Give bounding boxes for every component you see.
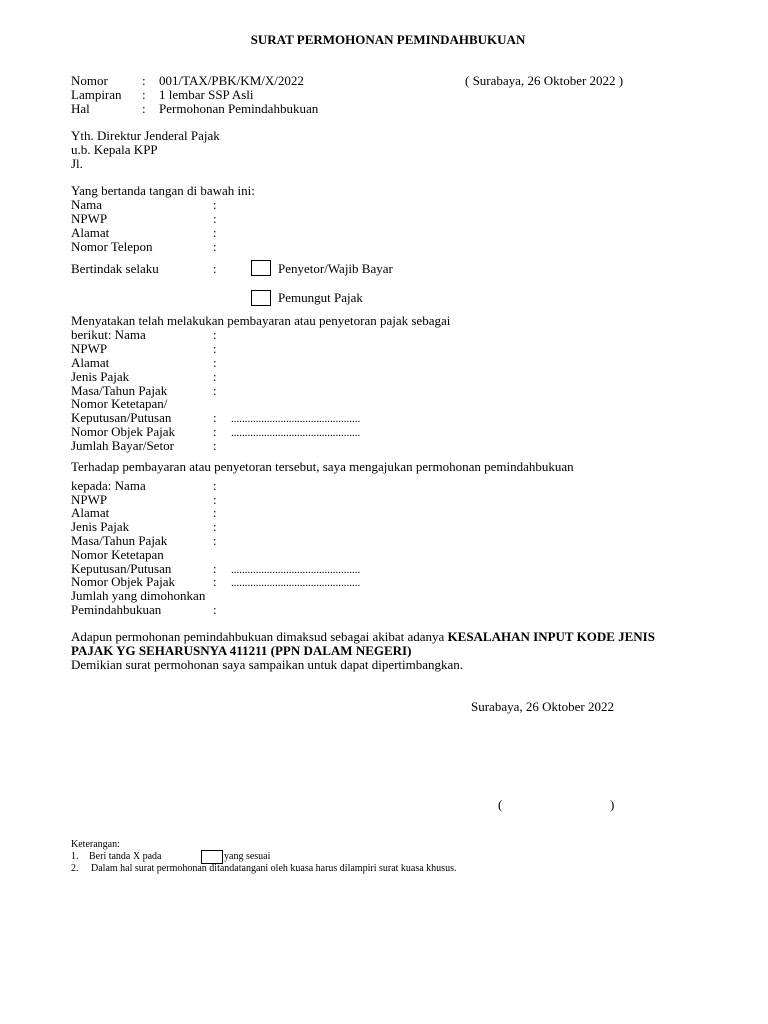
payment-field-colon: : — [213, 369, 217, 384]
transfer-field-colon: : — [213, 505, 217, 520]
payment-field-colon: : — [213, 438, 217, 453]
recipient-line: Jl. — [71, 156, 83, 171]
notes-heading: Keterangan: — [71, 839, 120, 850]
payment-field-colon: : — [213, 410, 217, 425]
transfer-field-label: Keputusan/Putusan — [71, 561, 172, 576]
signer-field-colon: : — [213, 197, 217, 212]
payment-field-colon: : — [213, 383, 217, 398]
notes-checkbox-sample — [201, 850, 223, 864]
hal-value: Permohonan Pemindahbukuan — [159, 101, 319, 116]
payment-intro: Menyatakan telah melakukan pembayaran atau penyetoran pajak sebagai — [71, 313, 451, 328]
nomor-label: Nomor — [71, 73, 108, 88]
hal-colon: : — [142, 101, 146, 116]
closing-reason-bold: KESALAHAN INPUT KODE JENIS — [447, 629, 655, 644]
signer-field-colon: : — [213, 239, 217, 254]
signature-place-date: Surabaya, 26 Oktober 2022 — [471, 699, 614, 714]
header-place-date: ( Surabaya, 26 Oktober 2022 ) — [465, 73, 624, 88]
signer-field-label: NPWP — [71, 211, 108, 226]
payment-dots: ............................................... — [231, 413, 361, 425]
notes-item1-pre: Beri tanda X pada — [89, 851, 162, 862]
transfer-field-colon: : — [213, 574, 217, 589]
transfer-field-label: kepada: Nama — [71, 478, 146, 493]
transfer-dots: ............................................... — [231, 577, 361, 589]
closing-final: Demikian surat permohonan saya sampaikan untuk dapat dipertimbangkan. — [71, 657, 464, 672]
signer-intro: Yang bertanda tangan di bawah ini: — [71, 183, 255, 198]
payment-field-label: Jumlah Bayar/Setor — [71, 438, 174, 453]
transfer-field-label: Masa/Tahun Pajak — [71, 533, 168, 548]
transfer-dots: ............................................... — [231, 564, 361, 576]
payment-field-label: Nomor Ketetapan/ — [71, 396, 168, 411]
transfer-field-label: Nomor Ketetapan — [71, 547, 164, 562]
transfer-field-label: Alamat — [71, 505, 110, 520]
transfer-intro: Terhadap pembayaran atau penyetoran tersebut, saya mengajukan permohonan pemindahbukuan — [71, 459, 574, 474]
acting-colon: : — [213, 261, 217, 276]
signer-field-label: Nama — [71, 197, 103, 212]
acting-label: Bertindak selaku — [71, 261, 159, 276]
nomor-value: 001/TAX/PBK/KM/X/2022 — [159, 73, 304, 88]
payment-field-label: Alamat — [71, 355, 110, 370]
transfer-field-colon: : — [213, 478, 217, 493]
transfer-field-label: Pemindahbukuan — [71, 602, 162, 617]
option-label-pemungut: Pemungut Pajak — [278, 290, 363, 305]
option-checkbox-pemungut[interactable] — [251, 290, 271, 306]
transfer-field-colon: : — [213, 533, 217, 548]
payment-field-label: Jenis Pajak — [71, 369, 130, 384]
payment-field-label: berikut: Nama — [71, 327, 146, 342]
payment-field-colon: : — [213, 341, 217, 356]
payment-dots: ............................................... — [231, 427, 361, 439]
transfer-field-label: NPWP — [71, 492, 108, 507]
transfer-field-label: Jenis Pajak — [71, 519, 130, 534]
notes-item2-text: Dalam hal surat permohonan ditandatangani oleh kuasa harus dilampiri surat kuasa khusus. — [91, 863, 457, 874]
notes-item1-num: 1. — [71, 851, 79, 862]
closing-reason-bold: PAJAK YG SEHARUSNYA 411211 (PPN DALAM NEGERI) — [71, 643, 412, 658]
transfer-field-colon: : — [213, 519, 217, 534]
signature-open-paren: ( — [498, 797, 503, 812]
transfer-field-label: Nomor Objek Pajak — [71, 574, 175, 589]
payment-field-label: NPWP — [71, 341, 108, 356]
payment-field-label: Keputusan/Putusan — [71, 410, 172, 425]
signer-field-colon: : — [213, 225, 217, 240]
lampiran-label: Lampiran — [71, 87, 122, 102]
transfer-field-label: Jumlah yang dimohonkan — [71, 588, 206, 603]
payment-field-label: Masa/Tahun Pajak — [71, 383, 168, 398]
option-checkbox-penyetor[interactable] — [251, 260, 271, 276]
notes-item2-num: 2. — [71, 863, 79, 874]
closing-reason-prefix: Adapun permohonan pemindahbukuan dimaksud sebagai akibat adanya — [71, 629, 445, 644]
payment-field-label: Nomor Objek Pajak — [71, 424, 175, 439]
hal-label: Hal — [71, 101, 90, 116]
closing-reason-line1 — [71, 630, 655, 644]
lampiran-colon: : — [142, 87, 146, 102]
signature-close-paren: ) — [610, 797, 615, 812]
payment-field-colon: : — [213, 327, 217, 342]
signer-field-label: Nomor Telepon — [71, 239, 153, 254]
signer-field-colon: : — [213, 211, 217, 226]
notes-item1-post: yang sesuai — [224, 851, 271, 862]
option-label-penyetor: Penyetor/Wajib Bayar — [278, 261, 393, 276]
transfer-field-colon: : — [213, 602, 217, 617]
recipient-line: u.b. Kepala KPP — [71, 142, 158, 157]
document-title: SURAT PERMOHONAN PEMINDAHBUKUAN — [250, 32, 526, 47]
transfer-field-colon: : — [213, 561, 217, 576]
recipient-line: Yth. Direktur Jenderal Pajak — [71, 128, 220, 143]
payment-field-colon: : — [213, 355, 217, 370]
lampiran-value: 1 lembar SSP Asli — [159, 87, 254, 102]
signer-field-label: Alamat — [71, 225, 110, 240]
payment-field-colon: : — [213, 424, 217, 439]
nomor-colon: : — [142, 73, 146, 88]
transfer-field-colon: : — [213, 492, 217, 507]
